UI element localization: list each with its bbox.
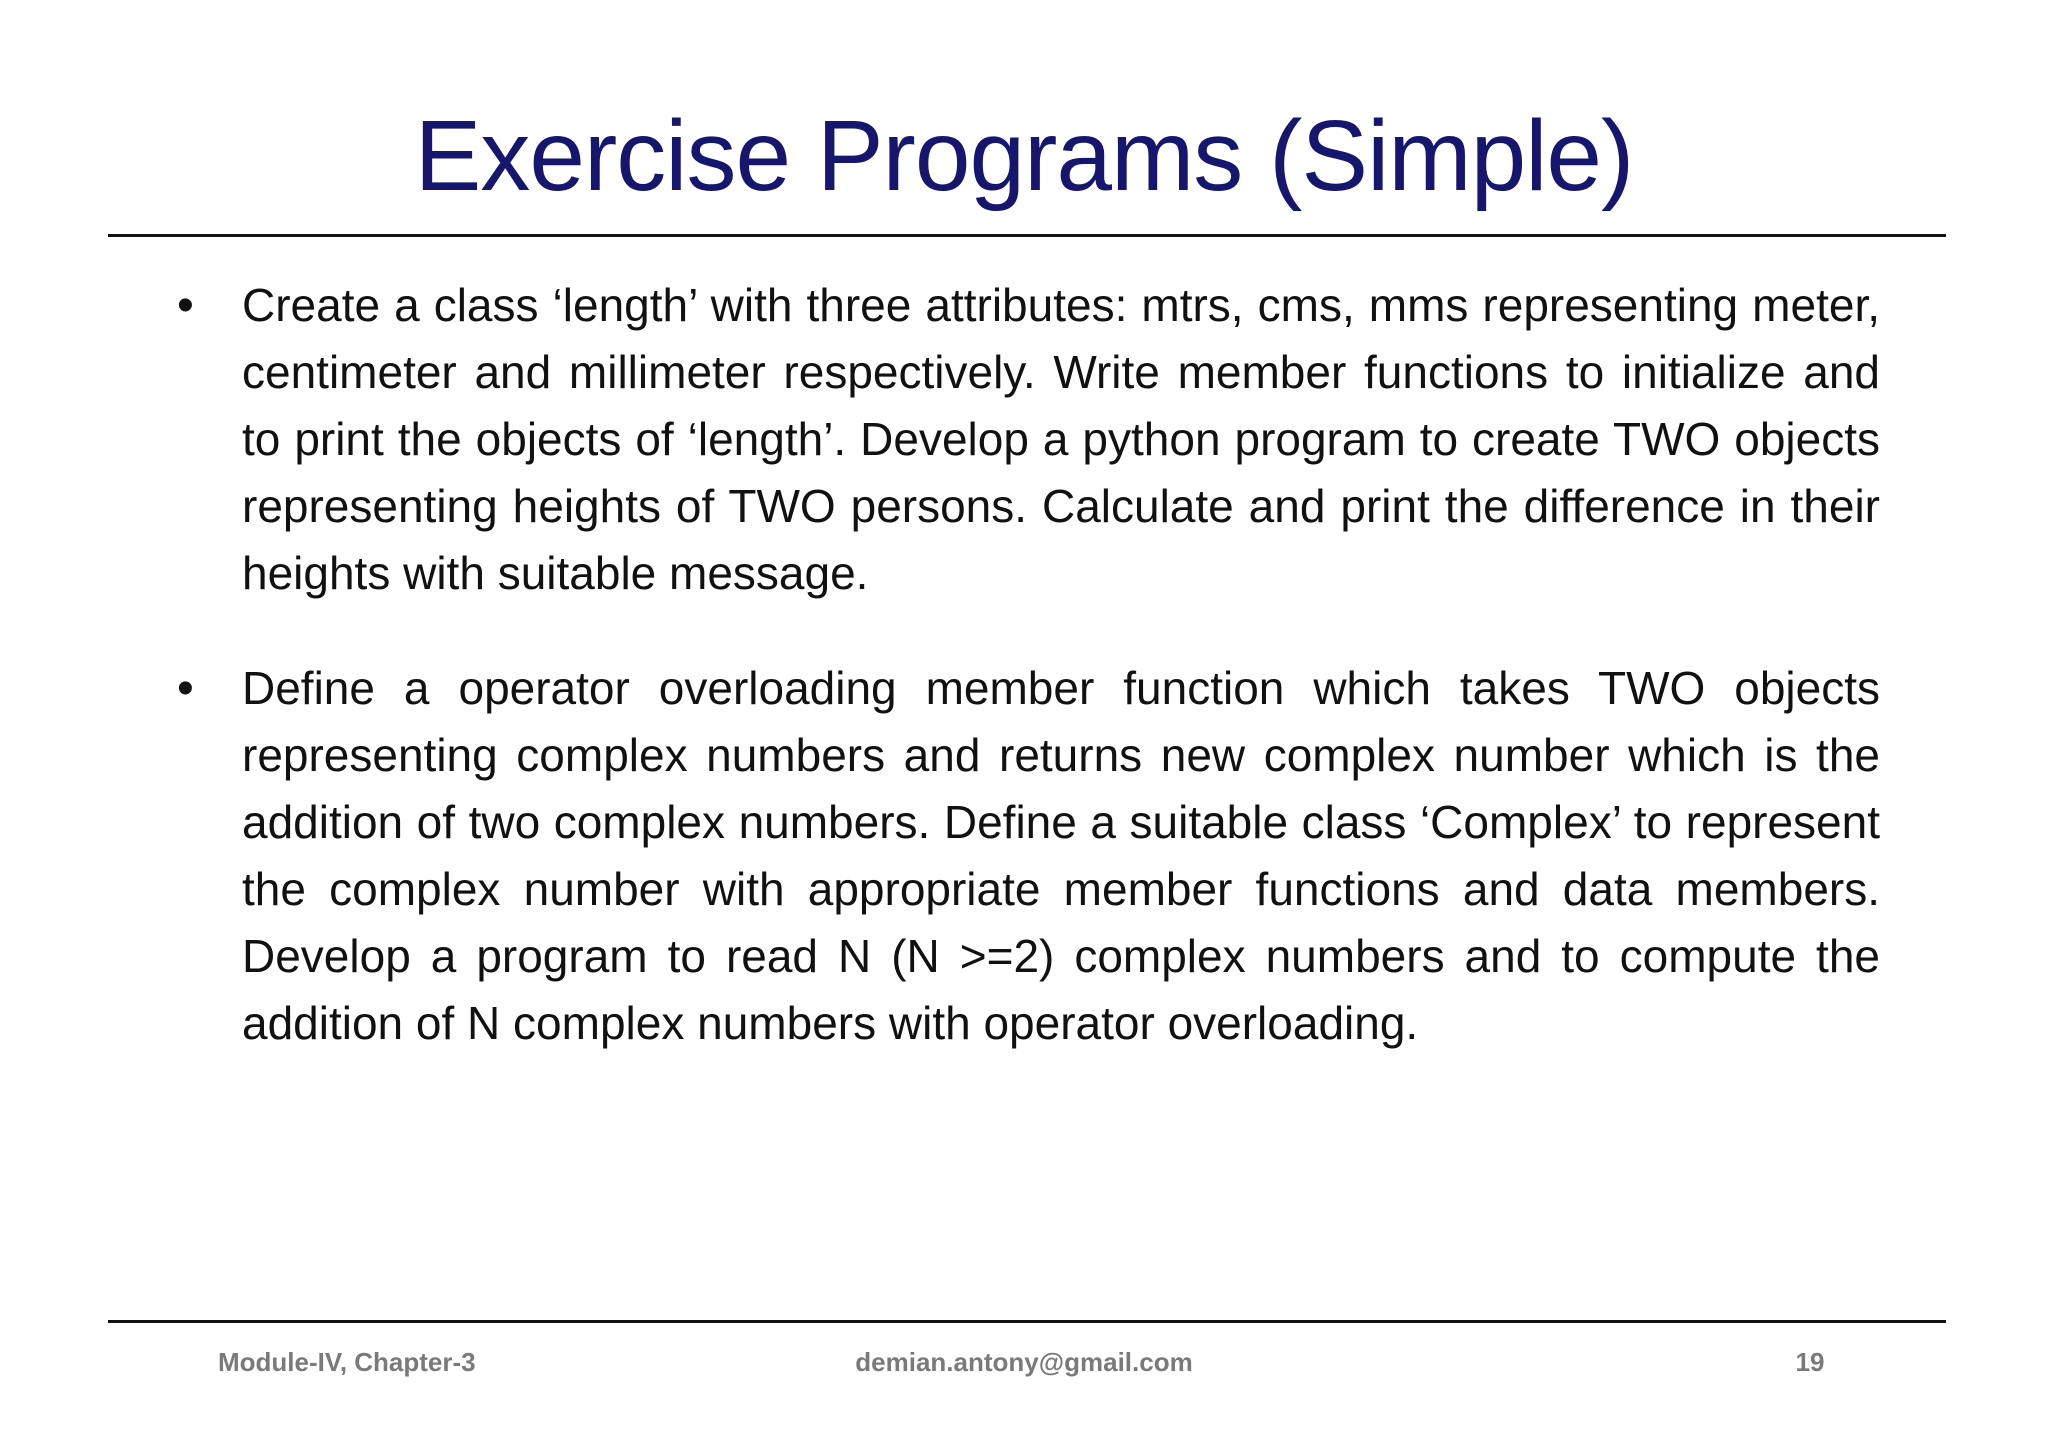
title-divider [108,234,1946,237]
footer-email: demian.antony@gmail.com [855,1347,1193,1377]
slide-title: Exercise Programs (Simple) [414,100,1634,212]
footer-module-label: Module-IV, Chapter-3 [218,1347,476,1377]
bullet-marker: • [177,662,194,715]
bullet-item-complex-class [160,655,1880,1057]
footer-divider [108,1320,1946,1323]
bullet-item-length-class [160,272,1880,607]
bullet-list [160,272,1880,1105]
footer-page-number: 19 [1795,1347,1825,1377]
bullet-text: Create a class ‘length’ with three attributes: mtrs, cms, mms representing meter, centimeter and millimeter respectively. Write member functions to initialize and to print the objects of ‘length’. Develop a python program to create TWO objects representing heights of TWO persons. Calculate and print the difference in their heights with suitable message. [242,279,1880,599]
bullet-marker: • [177,279,194,332]
bullet-text: Define a operator overloading member function which takes TWO objects representing complex numbers and returns new complex number which is the addition of two complex numbers. Define a suitable class ‘Complex’ to represent the complex number with appropriate member functions and data members. Develop a program to read N (N >=2) complex numbers and to compute the addition of N complex numbers with operator overloading. [242,662,1880,1049]
